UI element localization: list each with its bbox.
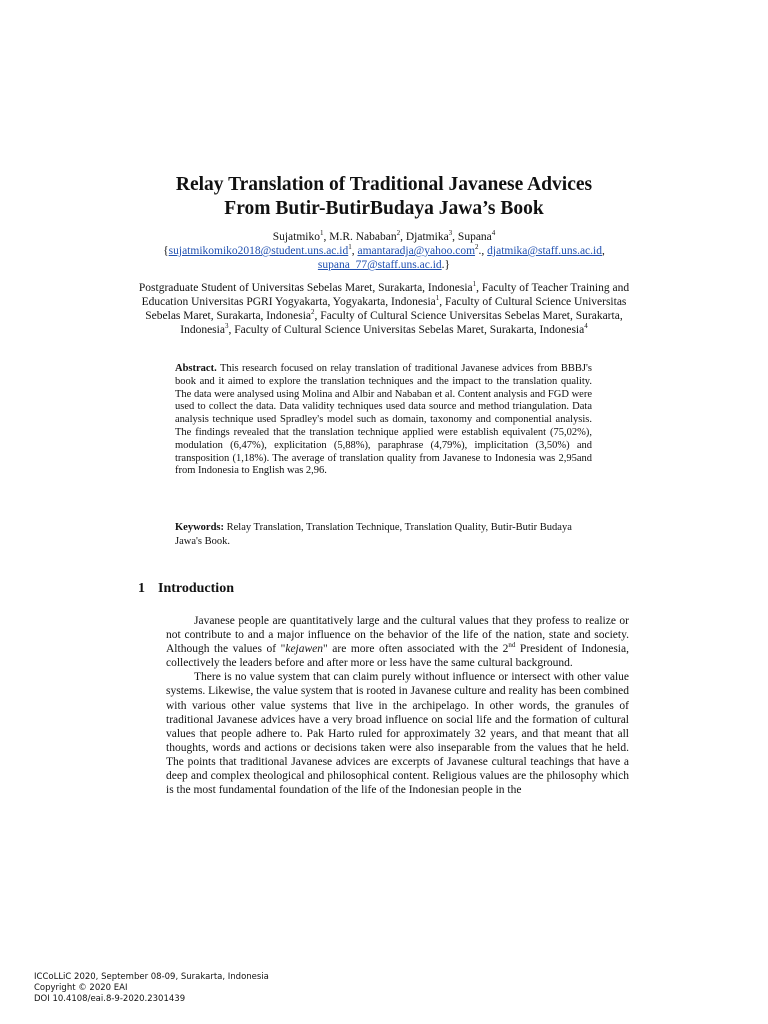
paragraph: There is no value system that can claim purely without influence or intersect with other value systems. Likewise, the value system that is rooted in Javanese culture and reality has been combined with various other value systems that live in the archipelago. In other words, the granules of traditional Javanese advices have a very broad influence on social life and the formation of cultural values that people adhere to. Pak Harto ruled for approximately 32 years, and that meant that all thoughts, words and actions or decisions taken were also inseparable from the values that he held. The points that traditional Javanese advices are excerpts of Javanese cultural teachings that have a deep and complex theological and philosophical content. Religious values are the philosophy which is the most fundamental foundation of the life of the Indonesian people in the [166, 671, 629, 797]
paragraph-sup: nd [508, 641, 516, 650]
email-link[interactable]: amantaradja@yahoo.com [357, 245, 476, 257]
author-name: M.R. Nababan [329, 231, 397, 243]
footer-copyright: Copyright © 2020 EAI [34, 983, 128, 993]
affiliation-text: Postgraduate Student of Universitas Sebelas Maret, Surakarta, Indonesia [138, 282, 473, 294]
affiliation-text: , Faculty of Cultural Science Universitas Sebelas Maret, Surakarta, Indonesia [180, 310, 623, 336]
footer-conference: ICCoLLiC 2020, September 08-09, Surakarta, Indonesia [34, 972, 269, 982]
author-name: Supana [457, 231, 492, 243]
abstract-label: Abstract. [175, 363, 217, 374]
body-text [166, 614, 629, 797]
affiliation-text: , Faculty of Teacher Training and Education Universitas PGRI Yogyakarta, Yogyakarta, Indonesia [141, 282, 630, 308]
author-sup: 4 [491, 229, 496, 238]
footer-doi: DOI 10.4108/eai.8-9-2020.2301439 [34, 994, 186, 1004]
affiliations [138, 281, 630, 337]
affiliation-sup: 1 [435, 294, 440, 303]
paragraph-text: " are more often associated with the 2 [323, 643, 509, 656]
email-link[interactable]: sujatmikomiko2018@student.uns.ac.id [168, 245, 349, 257]
paper-title [100, 173, 668, 221]
email-brace-open: { [163, 245, 169, 257]
affiliation-sup: 2 [311, 308, 315, 317]
keywords [175, 521, 592, 549]
author-sup: 2 [396, 229, 401, 238]
email-brace-close: .} [441, 259, 451, 271]
section-title: Introduction [158, 581, 234, 596]
abstract-text: This research focused on relay translation of traditional Javanese advices from BBBJ's book and it aimed to explore the translation techniques and the impact to the translation quality. The data were analysed using Molina and Albir and Nababan et al. Content analysis and FGD were used to collect the data. Data validity techniques used data source and method triangulation. Data analysis technique used Spradley's model such as domain, taxonomy and componential analysis. The findings revealed that the translation technique applied were establish equivalent (75,02%), modulation (6,47%), explicitation (5,88%), paraphrase (4,79%), implicitation (3,50%) and transposition (1,18%). The average of translation quality from Javanese to Indonesia was 2,95and from Indonesia to English was 2,96. [175, 363, 592, 477]
page-footer [34, 972, 269, 1005]
paragraph-text: Javanese people are quantitatively large and the cultural values that they profess to realize or not contribute to and a major influence on the behavior of the life of the nation, state and society. Although the values of " [166, 615, 629, 656]
affiliation-text: , Faculty of Cultural Science Universitas Sebelas Maret, Surakarta, Indonesia [145, 296, 627, 322]
abstract [175, 363, 592, 478]
affiliation-sup: 1 [472, 280, 477, 289]
email-link[interactable]: supana_77@staff.uns.ac.id [317, 259, 442, 271]
author-sup: 3 [448, 229, 453, 238]
paragraph [166, 614, 629, 670]
title-line-2: From Butir-ButirBudaya Jawa’s Book [224, 198, 544, 219]
section-number: 1 [138, 581, 145, 596]
email-sup: 1 [348, 243, 352, 252]
email-sup: 2 [475, 243, 479, 252]
author-emails: {$sujatmikomiko2018@student.uns.ac.id^1$, amantaradja@yahoo.com$^2$., djatmika@staff.uns.ac.id, supana_77@staff.uns.ac.id.} [163, 243, 605, 271]
section-heading [138, 580, 234, 598]
author-name: Djatmika [405, 231, 449, 243]
paragraph-text: President of Indonesia, collectively the leaders before and after more or less have the same cultural background. [166, 643, 629, 670]
email-link[interactable]: djatmika@staff.uns.ac.id [487, 245, 602, 257]
author-sup: 1 [319, 229, 324, 238]
affiliation-text: , Faculty of Cultural Science Universitas Sebelas Maret, Surakarta, Indonesia [228, 324, 585, 336]
keywords-text: Relay Translation, Translation Technique, Translation Quality, Butir-Butir Budaya Jawa's Book. [175, 522, 572, 547]
paragraph-emphasis: kejawen [285, 643, 324, 656]
author-name: Sujatmiko [272, 231, 320, 243]
affiliation-sup: 4 [584, 322, 588, 331]
affiliation-sup: 3 [224, 322, 229, 331]
author-list: Sujatmiko$^1$, M.R. Nababan$^2$, Djatmika$^3$, Supana$^4$ [272, 229, 496, 243]
keywords-label: Keywords: [175, 522, 224, 533]
title-line-1: Relay Translation of Traditional Javanese Advices [175, 174, 593, 195]
